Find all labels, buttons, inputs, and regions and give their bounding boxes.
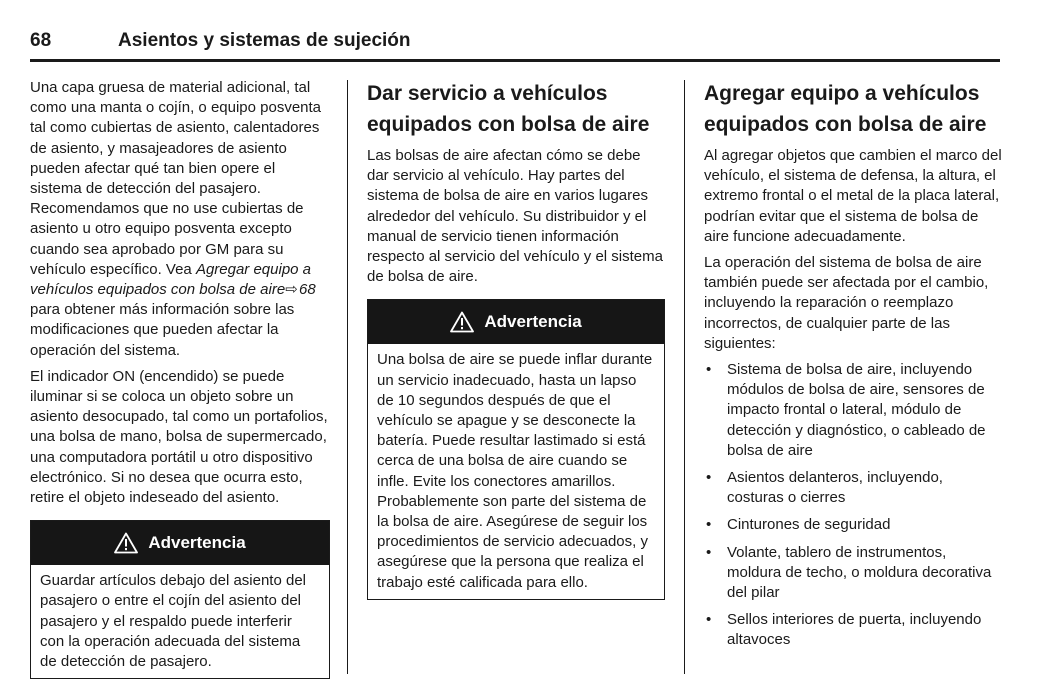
bullet-icon: •: [706, 516, 712, 534]
on-indicator-paragraph: El indicador ON (encendido) se puede iluminar si se coloca un objeto sobre un asiento desocupado, tal como un portafolios, una bolsa de mano, bolsa de supermercado, una computadora portátil u otro dispositivo electrónico. Si no desea que ocurra esto, retire el objeto indeseado del asiento.: [30, 367, 328, 507]
warning-header: [368, 300, 664, 344]
warning-body: [368, 344, 664, 598]
column-divider-2: [684, 80, 685, 674]
column-divider-1: [347, 80, 348, 674]
bullet-icon: •: [706, 361, 712, 379]
warning-body: [31, 565, 329, 678]
column-right: [704, 78, 1002, 658]
warning-box-seat: [30, 520, 330, 679]
warning-text: Una bolsa de aire se puede inflar durante un servicio inadecuado, hasta un lapso de 10 segundos después de que el vehículo se apague y se desconecte la batería. Puede resultar lastimado si está cerca de una bolsa de aire cuando se infle. Evite los conectores amarillos. Probablemente son parte del sistema de la bolsa de aire. Asegúrese de seguir los procedimientos de servicio adecuados, y asegúrese que la persona que realiza el trabajo esté calificada para ello.: [377, 351, 653, 591]
list-item: • Volante, tablero de instrumentos, moldura de techo, o moldura decorativa del pilar: [706, 543, 992, 602]
warning-header: [31, 521, 329, 565]
bullet-icon: •: [706, 543, 712, 561]
section-title: Asientos y sistemas de sujeción: [118, 30, 411, 51]
cross-reference-page[interactable]: 68: [299, 281, 316, 299]
list-item: • Sellos interiores de puerta, incluyendo altavoces: [706, 611, 982, 649]
add-equipment-paragraph-2: La operación del sistema de bolsa de aire también puede ser afectada por el cambio, incluyendo la reparación o reemplazo incorrectos, de cualquier parte de las siguientes:: [704, 254, 989, 352]
warning-triangle-icon: [450, 311, 474, 333]
warning-box-service: [367, 299, 665, 599]
seat-cover-paragraph: Una capa gruesa de material adicional, tal como una manta o cojín, o equipo posventa tal como cubiertas de asiento, calentadores de asiento, y masajeadores de asiento pueden afectar qué tan bien opere el sistema de detección del pasajero. Recomendamos que no use cubiertas de asiento u otro equipo posventa excepto cuando sea aprobado por GM para su vehículo específico. Vea Agregar equipo a vehículos equipados con bolsa de aire⇨ 68 para obtener más información sobre las modificaciones que pueden afectar la operación del sistema.: [30, 79, 322, 359]
add-equipment-heading: Agregar equipo a vehículos equipados con bolsa de aire: [704, 82, 987, 136]
page-ref-arrow-icon: ⇨: [285, 281, 298, 299]
add-equipment-paragraph-1: Al agregar objetos que cambien el marco del vehículo, el sistema de defensa, la altura, el extremo frontal o el metal de la placa lateral, podrían evitar que el sistema de bolsa de aire funcione adecuadamente.: [704, 147, 1002, 245]
warning-title: Advertencia: [484, 312, 582, 332]
column-left: [30, 78, 330, 679]
warning-triangle-icon: [114, 532, 138, 554]
column-middle: [367, 78, 665, 600]
list-item: • Sistema de bolsa de aire, incluyendo módulos de bolsa de aire, sensores de impacto frontal o lateral, módulo de detección y diagnóstico, o cableado de bolsa de aire: [706, 361, 986, 459]
cross-reference-link[interactable]: Agregar equipo a vehículos equipados con bolsa de aire: [30, 260, 312, 299]
bullet-icon: •: [706, 469, 712, 487]
bullet-icon: •: [706, 611, 712, 629]
service-paragraph: Las bolsas de aire afectan cómo se debe dar servicio al vehículo. Hay partes del sistema de bolsa de aire en varios lugares alrededor del vehículo. Su distribuidor y el manual de servicio tienen información respecto al servicio del vehículo y el sistema de bolsa de aire.: [367, 147, 663, 286]
list-item: • Cinturones de seguridad: [704, 515, 1002, 535]
list-item: • Asientos delanteros, incluyendo, costuras o cierres: [706, 469, 943, 507]
page-number: 68: [30, 30, 52, 51]
warning-title: Advertencia: [148, 533, 246, 553]
service-heading: Dar servicio a vehículos equipados con bolsa de aire: [367, 82, 650, 136]
page-header: [30, 26, 1000, 62]
affected-parts-list: [704, 360, 1002, 651]
warning-text: Guardar artículos debajo del asiento del pasajero o entre el cojín del asiento del pasajero y el respaldo puede interferir con la operación adecuada del sistema de detección de pasajero.: [40, 572, 307, 671]
